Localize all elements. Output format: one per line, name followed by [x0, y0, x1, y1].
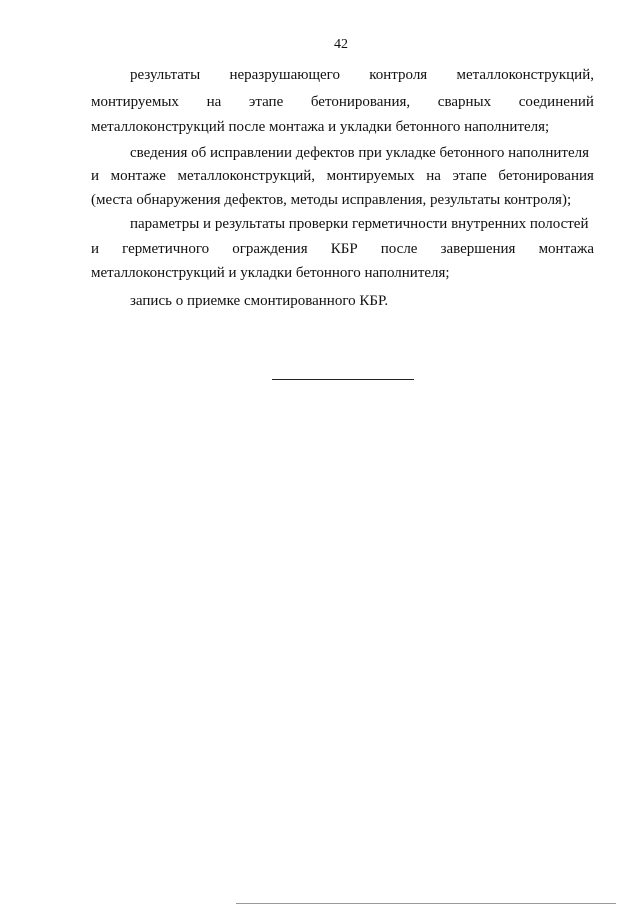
paragraph-2-line-3: (места обнаружения дефектов, методы исправления, результаты контроля); [91, 192, 572, 208]
word: сварных [437, 94, 492, 110]
paragraph-1-line-1 [130, 66, 594, 84]
word: КБР [330, 241, 358, 257]
scan-edge-line [236, 903, 616, 904]
word: монтаже [110, 168, 166, 184]
word: монтируемых [91, 94, 179, 110]
word: на [206, 94, 222, 110]
paragraph-1-line-2 [91, 93, 594, 111]
word: металлоконструкций, [456, 67, 594, 83]
word: герметичного [122, 241, 210, 257]
word: неразрушающего [229, 67, 340, 83]
paragraph-3-line-1: параметры и результаты проверки герметичности внутренних полостей [130, 216, 589, 232]
word: металлоконструкций, [177, 168, 316, 184]
word: соединений [518, 94, 594, 110]
paragraph-2-line-1: сведения об исправлении дефектов при укладке бетонного наполнителя [130, 145, 590, 161]
word: бетонирования [498, 168, 594, 184]
word: и [91, 241, 100, 257]
word: бетонирования, [310, 94, 411, 110]
paragraph-3-line-3: металлоконструкций и укладки бетонного наполнителя; [91, 265, 450, 281]
word: монтажа [538, 241, 594, 257]
paragraph-4-line-1: запись о приемке смонтированного КБР. [130, 293, 389, 309]
word: ограждения [232, 241, 308, 257]
word: контроля [369, 67, 428, 83]
word: этапе [248, 94, 284, 110]
word: после [380, 241, 418, 257]
word: монтируемых [326, 168, 415, 184]
paragraph-2-line-2 [91, 167, 594, 185]
paragraph-1-line-3: металлоконструкций после монтажа и укладки бетонного наполнителя; [91, 119, 550, 135]
word: и [91, 168, 100, 184]
word: результаты [130, 67, 201, 83]
page-number: 42 [334, 37, 348, 52]
word: на [426, 168, 441, 184]
paragraph-3-line-2 [91, 240, 594, 258]
word: завершения [440, 241, 516, 257]
separator-line [272, 379, 414, 380]
word: этапе [452, 168, 487, 184]
